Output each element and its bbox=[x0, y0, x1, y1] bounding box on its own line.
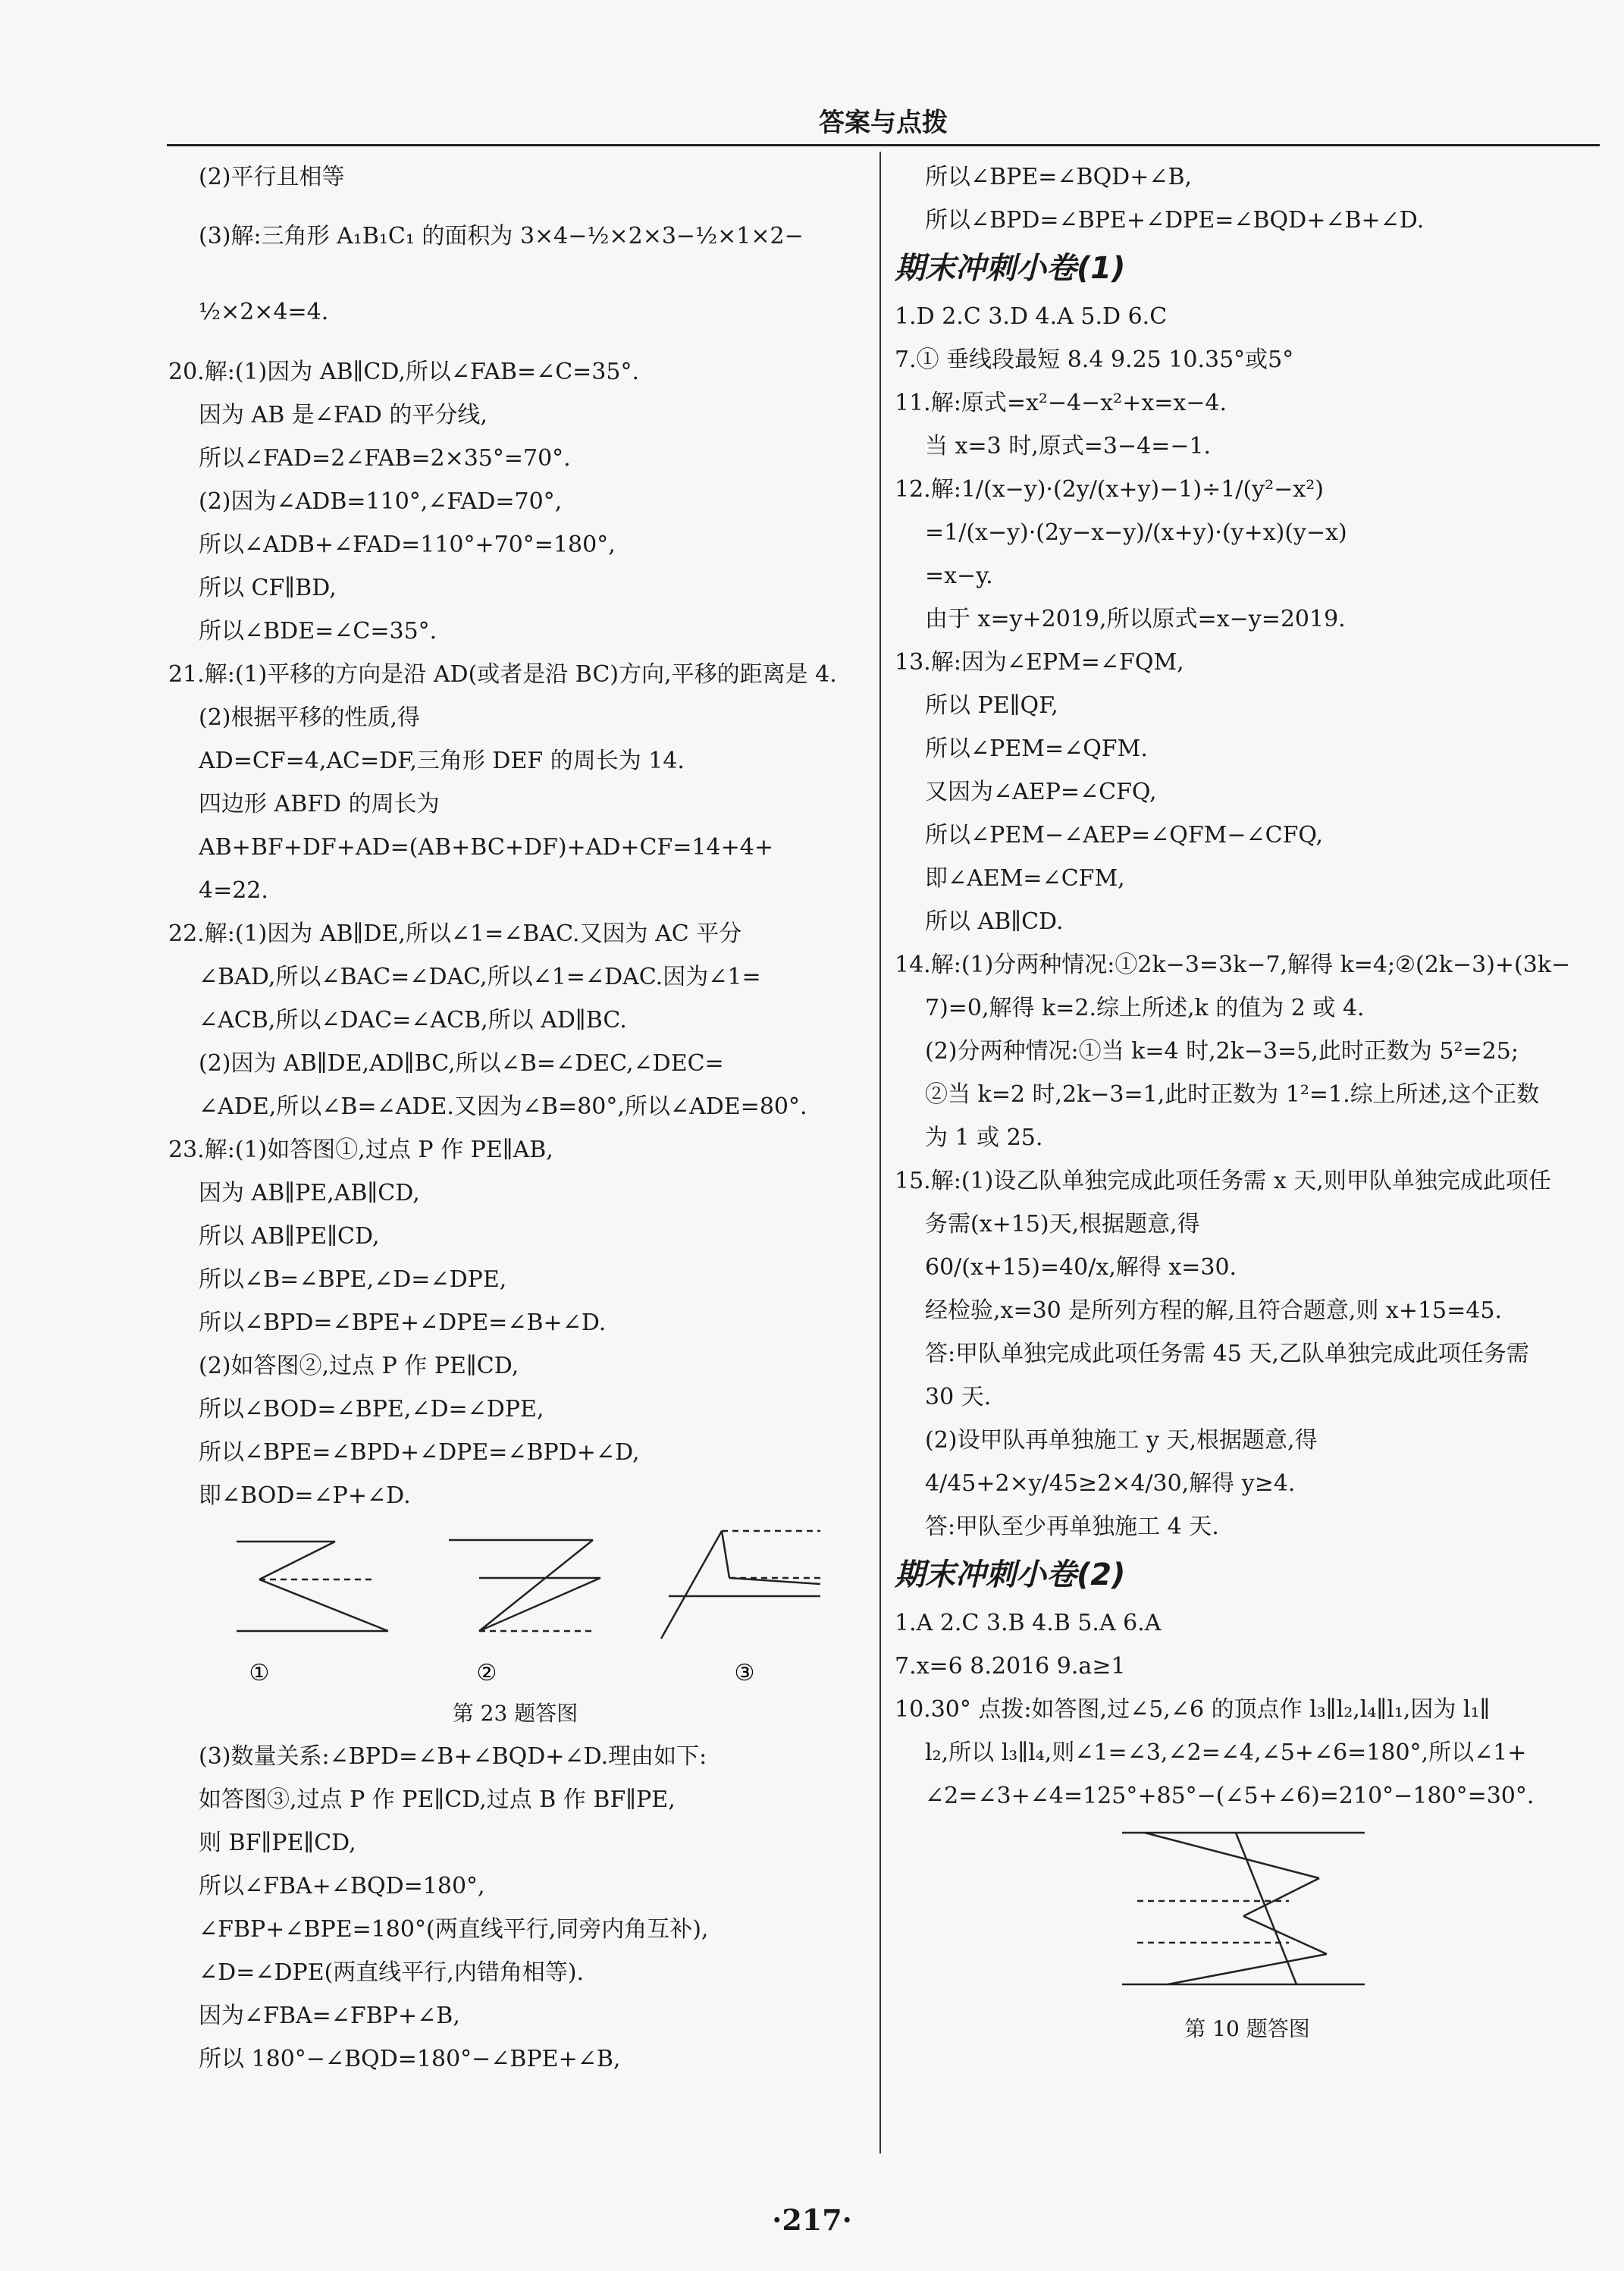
text-line: 所以∠BOD=∠BPE,∠D=∠DPE, bbox=[199, 1396, 544, 1423]
text-line: 所以∠PEM−∠AEP=∠QFM−∠CFQ, bbox=[925, 822, 1324, 848]
text-line: 12.解:1/(x−y)·(2y/(x+y)−1)÷1/(y²−x²) bbox=[895, 476, 1324, 503]
text-line: 11.解:原式=x²−4−x²+x=x−4. bbox=[895, 390, 1227, 416]
text-line: ½×2×4=4. bbox=[199, 299, 329, 325]
text-line: 答:甲队至少再单独施工 4 天. bbox=[925, 1513, 1219, 1540]
text-line: 如答图③,过点 P 作 PE∥CD,过点 B 作 BF∥PE, bbox=[199, 1786, 676, 1813]
text-line: ∠BAD,所以∠BAC=∠DAC,所以∠1=∠DAC.因为∠1= bbox=[199, 964, 761, 990]
text-line: 14.解:(1)分两种情况:①2k−3=3k−7,解得 k=4;②(2k−3)+(3k− bbox=[895, 952, 1571, 978]
text-line: 10.30° 点拨:如答图,过∠5,∠6 的顶点作 l₃∥l₂,l₄∥l₁,因为 l₁∥ bbox=[895, 1696, 1491, 1723]
text-line: 4=22. bbox=[199, 877, 268, 904]
text-line: 所以∠BPE=∠BPD+∠DPE=∠BPD+∠D, bbox=[199, 1439, 640, 1466]
page-number: ·217· bbox=[772, 2203, 852, 2237]
figure-23 bbox=[168, 1517, 862, 1692]
text-line: 23.解:(1)如答图①,过点 P 作 PE∥AB, bbox=[168, 1137, 553, 1163]
text-line: 所以∠BPD=∠BPE+∠DPE=∠B+∠D. bbox=[199, 1310, 607, 1336]
text-line: 由于 x=y+2019,所以原式=x−y=2019. bbox=[925, 606, 1346, 632]
text-line: ∠D=∠DPE(两直线平行,内错角相等). bbox=[199, 1959, 585, 1986]
text-line: 所以 AB∥PE∥CD, bbox=[199, 1223, 380, 1250]
text-line: 因为∠FBA=∠FBP+∠B, bbox=[199, 2003, 460, 2029]
text-line: 所以∠BPD=∠BPE+∠DPE=∠BQD+∠B+∠D. bbox=[925, 207, 1425, 234]
text-line: 所以∠PEM=∠QFM. bbox=[925, 736, 1148, 762]
text-line: 则 BF∥PE∥CD, bbox=[199, 1830, 356, 1856]
text-line: 所以 PE∥QF, bbox=[925, 692, 1058, 719]
text-line: 所以 AB∥CD. bbox=[925, 908, 1064, 935]
text-line: (2)如答图②,过点 P 作 PE∥CD, bbox=[199, 1353, 519, 1379]
text-line: 所以 CF∥BD, bbox=[199, 575, 337, 601]
text-line: 1.D 2.C 3.D 4.A 5.D 6.C bbox=[895, 303, 1168, 330]
figure-10-caption: 第 10 题答图 bbox=[1184, 2016, 1310, 2041]
text-line: (3)数量关系:∠BPD=∠B+∠BQD+∠D.理由如下: bbox=[199, 1743, 707, 1770]
text-line: (2)因为 AB∥DE,AD∥BC,所以∠B=∠DEC,∠DEC= bbox=[199, 1050, 724, 1077]
text-line: 22.解:(1)因为 AB∥DE,所以∠1=∠BAC.又因为 AC 平分 bbox=[168, 921, 742, 947]
text-line: (3)解:三角形 A₁B₁C₁ 的面积为 3×4−½×2×3−½×1×2− bbox=[199, 223, 804, 249]
text-line: 又因为∠AEP=∠CFQ, bbox=[925, 779, 1157, 805]
text-line: 所以∠FAD=2∠FAB=2×35°=70°. bbox=[199, 445, 571, 472]
left-column bbox=[168, 155, 862, 2081]
text-line: ∠FBP+∠BPE=180°(两直线平行,同旁内角互补), bbox=[199, 1916, 709, 1943]
text-line: 所以∠BDE=∠C=35°. bbox=[199, 618, 437, 645]
right-column bbox=[895, 155, 1600, 2050]
section-title: 期末冲刺小卷(1) bbox=[895, 251, 1126, 286]
text-line: l₂,所以 l₃∥l₄,则∠1=∠3,∠2=∠4,∠5+∠6=180°,所以∠1+ bbox=[925, 1739, 1527, 1766]
text-line: 21.解:(1)平移的方向是沿 AD(或者是沿 BC)方向,平移的距离是 4. bbox=[168, 661, 837, 688]
text-line: 30 天. bbox=[925, 1384, 992, 1410]
text-line: 所以 180°−∠BQD=180°−∠BPE+∠B, bbox=[199, 2046, 621, 2072]
header-title: 答案与点拨 bbox=[819, 108, 948, 138]
text-line: 所以∠BPE=∠BQD+∠B, bbox=[925, 164, 1193, 190]
text-line: 因为 AB∥PE,AB∥CD, bbox=[199, 1180, 420, 1206]
text-line: ∠ADE,所以∠B=∠ADE.又因为∠B=80°,所以∠ADE=80°. bbox=[199, 1093, 807, 1120]
text-line: 即∠BOD=∠P+∠D. bbox=[199, 1482, 411, 1509]
figure-10-diagram bbox=[895, 1818, 1600, 2007]
text-line: ②当 k=2 时,2k−3=1,此时正数为 1²=1.综上所述,这个正数 bbox=[925, 1081, 1540, 1108]
text-line: 经检验,x=30 是所列方程的解,且符合题意,则 x+15=45. bbox=[925, 1297, 1502, 1324]
text-line: 所以∠ADB+∠FAD=110°+70°=180°, bbox=[199, 532, 616, 558]
text-line: =1/(x−y)·(2y−x−y)/(x+y)·(y+x)(y−x) bbox=[925, 519, 1347, 546]
text-line: (2)平行且相等 bbox=[199, 164, 345, 190]
figure-sublabel: ② bbox=[476, 1660, 497, 1686]
text-line: 为 1 或 25. bbox=[925, 1125, 1043, 1151]
text-line: (2)分两种情况:①当 k=4 时,2k−3=5,此时正数为 5²=25; bbox=[925, 1038, 1519, 1065]
text-line: 4/45+2×y/45≥2×4/30,解得 y≥4. bbox=[925, 1470, 1296, 1497]
text-line: 7.① 垂线段最短 8.4 9.25 10.35°或5° bbox=[895, 347, 1294, 373]
page-header bbox=[167, 97, 1600, 146]
figure-sublabel: ① bbox=[249, 1660, 270, 1686]
figure-23-caption: 第 23 题答图 bbox=[452, 1701, 578, 1726]
text-line: 7)=0,解得 k=2.综上所述,k 的值为 2 或 4. bbox=[925, 995, 1365, 1021]
text-line: (2)设甲队再单独施工 y 天,根据题意,得 bbox=[925, 1427, 1318, 1454]
text-line: 因为 AB 是∠FAD 的平分线, bbox=[199, 402, 488, 428]
text-line: 四边形 ABFD 的周长为 bbox=[199, 791, 440, 817]
text-line: AD=CF=4,AC=DF,三角形 DEF 的周长为 14. bbox=[199, 748, 685, 774]
figure-sublabel: ③ bbox=[734, 1660, 755, 1686]
text-line: 当 x=3 时,原式=3−4=−1. bbox=[925, 433, 1212, 460]
text-line: 13.解:因为∠EPM=∠FQM, bbox=[895, 649, 1184, 676]
text-line: 所以∠FBA+∠BQD=180°, bbox=[199, 1873, 485, 1899]
text-line: (2)因为∠ADB=110°,∠FAD=70°, bbox=[199, 488, 563, 515]
text-line: 7.x=6 8.2016 9.a≥1 bbox=[895, 1653, 1126, 1680]
text-line: 60/(x+15)=40/x,解得 x=30. bbox=[925, 1254, 1237, 1281]
text-line: AB+BF+DF+AD=(AB+BC+DF)+AD+CF=14+4+ bbox=[199, 834, 773, 861]
figure-23-diagram bbox=[168, 1517, 862, 1692]
text-line: ∠ACB,所以∠DAC=∠ACB,所以 AD∥BC. bbox=[199, 1007, 627, 1034]
text-line: 即∠AEM=∠CFM, bbox=[925, 865, 1125, 892]
text-line: =x−y. bbox=[925, 563, 993, 589]
section-title: 期末冲刺小卷(2) bbox=[895, 1557, 1126, 1592]
text-line: (2)根据平移的性质,得 bbox=[199, 704, 421, 731]
text-line: ∠2=∠3+∠4=125°+85°−(∠5+∠6)=210°−180°=30°. bbox=[925, 1783, 1535, 1809]
text-line: 务需(x+15)天,根据题意,得 bbox=[925, 1211, 1200, 1237]
text-line: 所以∠B=∠BPE,∠D=∠DPE, bbox=[199, 1266, 507, 1293]
text-line: 答:甲队单独完成此项任务需 45 天,乙队单独完成此项任务需 bbox=[925, 1341, 1529, 1367]
text-line: 1.A 2.C 3.B 4.B 5.A 6.A bbox=[895, 1610, 1162, 1636]
figure-10 bbox=[895, 1818, 1600, 2007]
column-divider bbox=[879, 152, 881, 2153]
text-line: 20.解:(1)因为 AB∥CD,所以∠FAB=∠C=35°. bbox=[168, 359, 640, 385]
text-line: 15.解:(1)设乙队单独完成此项任务需 x 天,则甲队单独完成此项任 bbox=[895, 1168, 1551, 1194]
